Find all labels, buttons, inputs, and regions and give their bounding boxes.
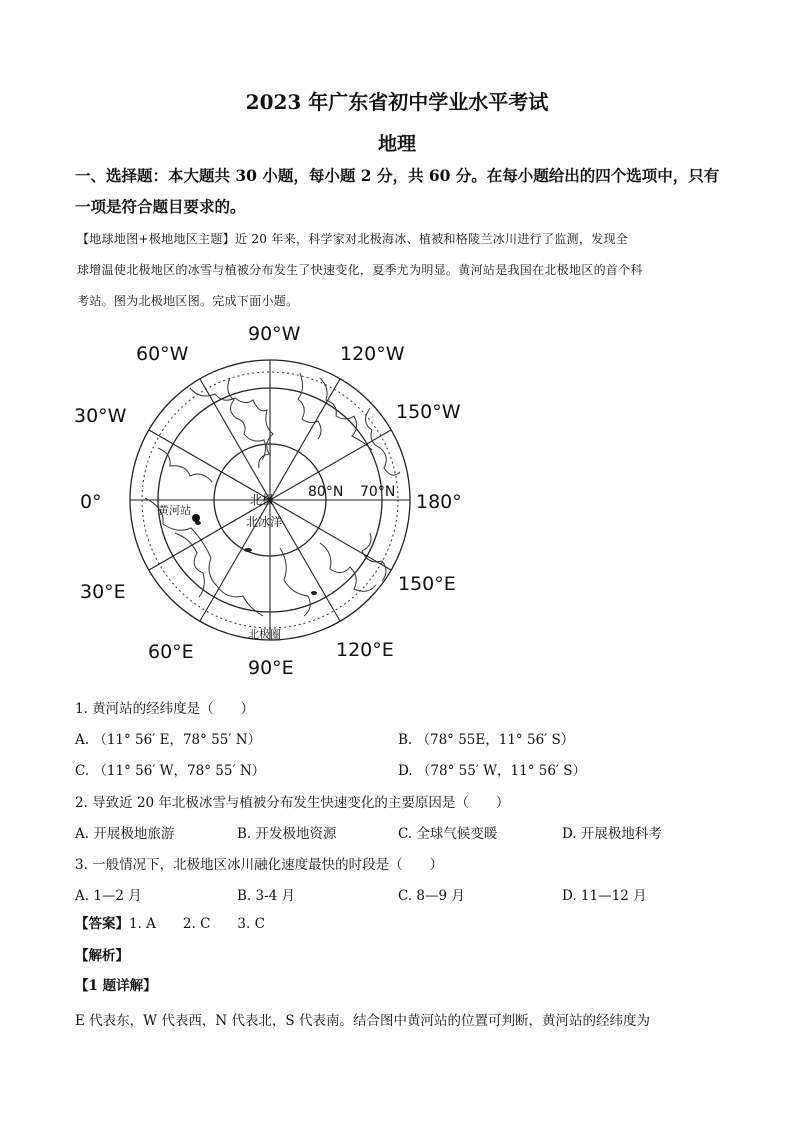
exam-title: 2023 年广东省初中学业水平考试: [245, 90, 549, 114]
intro-line2: 球增温使北极地区的冰雪与植被分布发生了快速变化，夏季尤为明显。黄河站是我国在北极地区的首个科: [77, 263, 643, 277]
label-0: 0°: [80, 491, 102, 513]
section-heading-line1: 一、选择题：本大题共 30 小题，每小题 2 分，共 60 分。在每小题给出的四个选项中，只有: [75, 166, 720, 185]
subject-title: 地理: [377, 133, 416, 155]
label-90w: 90°W: [248, 323, 301, 345]
label-90e: 90°E: [248, 657, 294, 679]
question-3-stem: 3. 一般情况下，北极地区冰川融化速度最快的时段是（ ）: [75, 857, 444, 873]
answer-line: [75, 912, 265, 932]
label-80n: 80°N: [308, 484, 344, 500]
q1-option-a[interactable]: A. （11° 56′ E，78° 55′ N）: [75, 732, 262, 748]
label-arctic-circle: 北极圈: [248, 628, 281, 641]
arctic-map: [70, 318, 470, 688]
label-180: 180°: [416, 491, 462, 513]
question-2-stem: 2. 导致近 20 年北极冰雪与植被分布发生快速变化的主要原因是（ ）: [75, 795, 510, 811]
label-120w: 120°W: [340, 343, 405, 365]
q2-option-a[interactable]: A. 开展极地旅游: [75, 826, 175, 842]
q3-option-c[interactable]: C. 8—9 月: [398, 888, 465, 904]
analysis-label: 【解析】: [75, 948, 129, 964]
q3-option-d[interactable]: D. 11—12 月: [562, 888, 647, 904]
analysis-paragraph: E 代表东，W 代表西，N 代表北，S 代表南。结合图中黄河站的位置可判断，黄河站的经纬度为: [75, 1013, 650, 1029]
label-30w: 30°W: [74, 405, 127, 427]
q3-option-a[interactable]: A. 1—2 月: [75, 888, 142, 904]
label-150e: 150°E: [398, 573, 456, 595]
label-120e: 120°E: [336, 639, 394, 661]
q1-option-d[interactable]: D. （78° 55′ W，11° 56′ S）: [398, 763, 587, 779]
label-60w: 60°W: [136, 343, 189, 365]
answer-label: 【答案】: [75, 916, 129, 932]
q3-option-b[interactable]: B. 3-4 月: [237, 888, 296, 904]
q2-option-c[interactable]: C. 全球气候变暖: [398, 826, 498, 842]
question-intro: [75, 224, 727, 317]
islands: [195, 521, 317, 595]
section-heading-line2: 一项是符合题目要求的。: [75, 197, 246, 216]
question-1-stem: 1. 黄河站的经纬度是（ ）: [75, 701, 255, 717]
q2-option-b[interactable]: B. 开发极地资源: [237, 826, 337, 842]
label-70n: 70°N: [360, 484, 396, 500]
intro-line1: 【地球地图+极地地区主题】近 20 年来，科学家对北极海冰、植被和格陵兰冰川进行了监测，发现全: [77, 232, 629, 246]
label-150w: 150°W: [396, 401, 461, 423]
q2-option-d[interactable]: D. 开展极地科考: [562, 826, 662, 842]
q1-option-b[interactable]: B. （78° 55E，11° 56′ S）: [398, 732, 575, 748]
answer-text: 1. A 2. C 3. C: [129, 916, 265, 932]
label-30e: 30°E: [80, 581, 126, 603]
intro-line3: 考站。图为北极地区图。完成下面小题。: [77, 294, 299, 308]
label-arctic-ocean: 北冰洋: [246, 515, 283, 529]
huanghe-station-marker: [192, 514, 200, 522]
detail-label: 【1 题详解】: [75, 978, 157, 994]
section-heading: [75, 160, 725, 222]
label-huanghe-station: 黄河站: [158, 504, 191, 517]
label-60e: 60°E: [148, 641, 194, 663]
q1-option-c[interactable]: C. （11° 56′ W，78° 55′ N）: [75, 763, 266, 779]
label-north-pole: 北极: [250, 493, 275, 507]
